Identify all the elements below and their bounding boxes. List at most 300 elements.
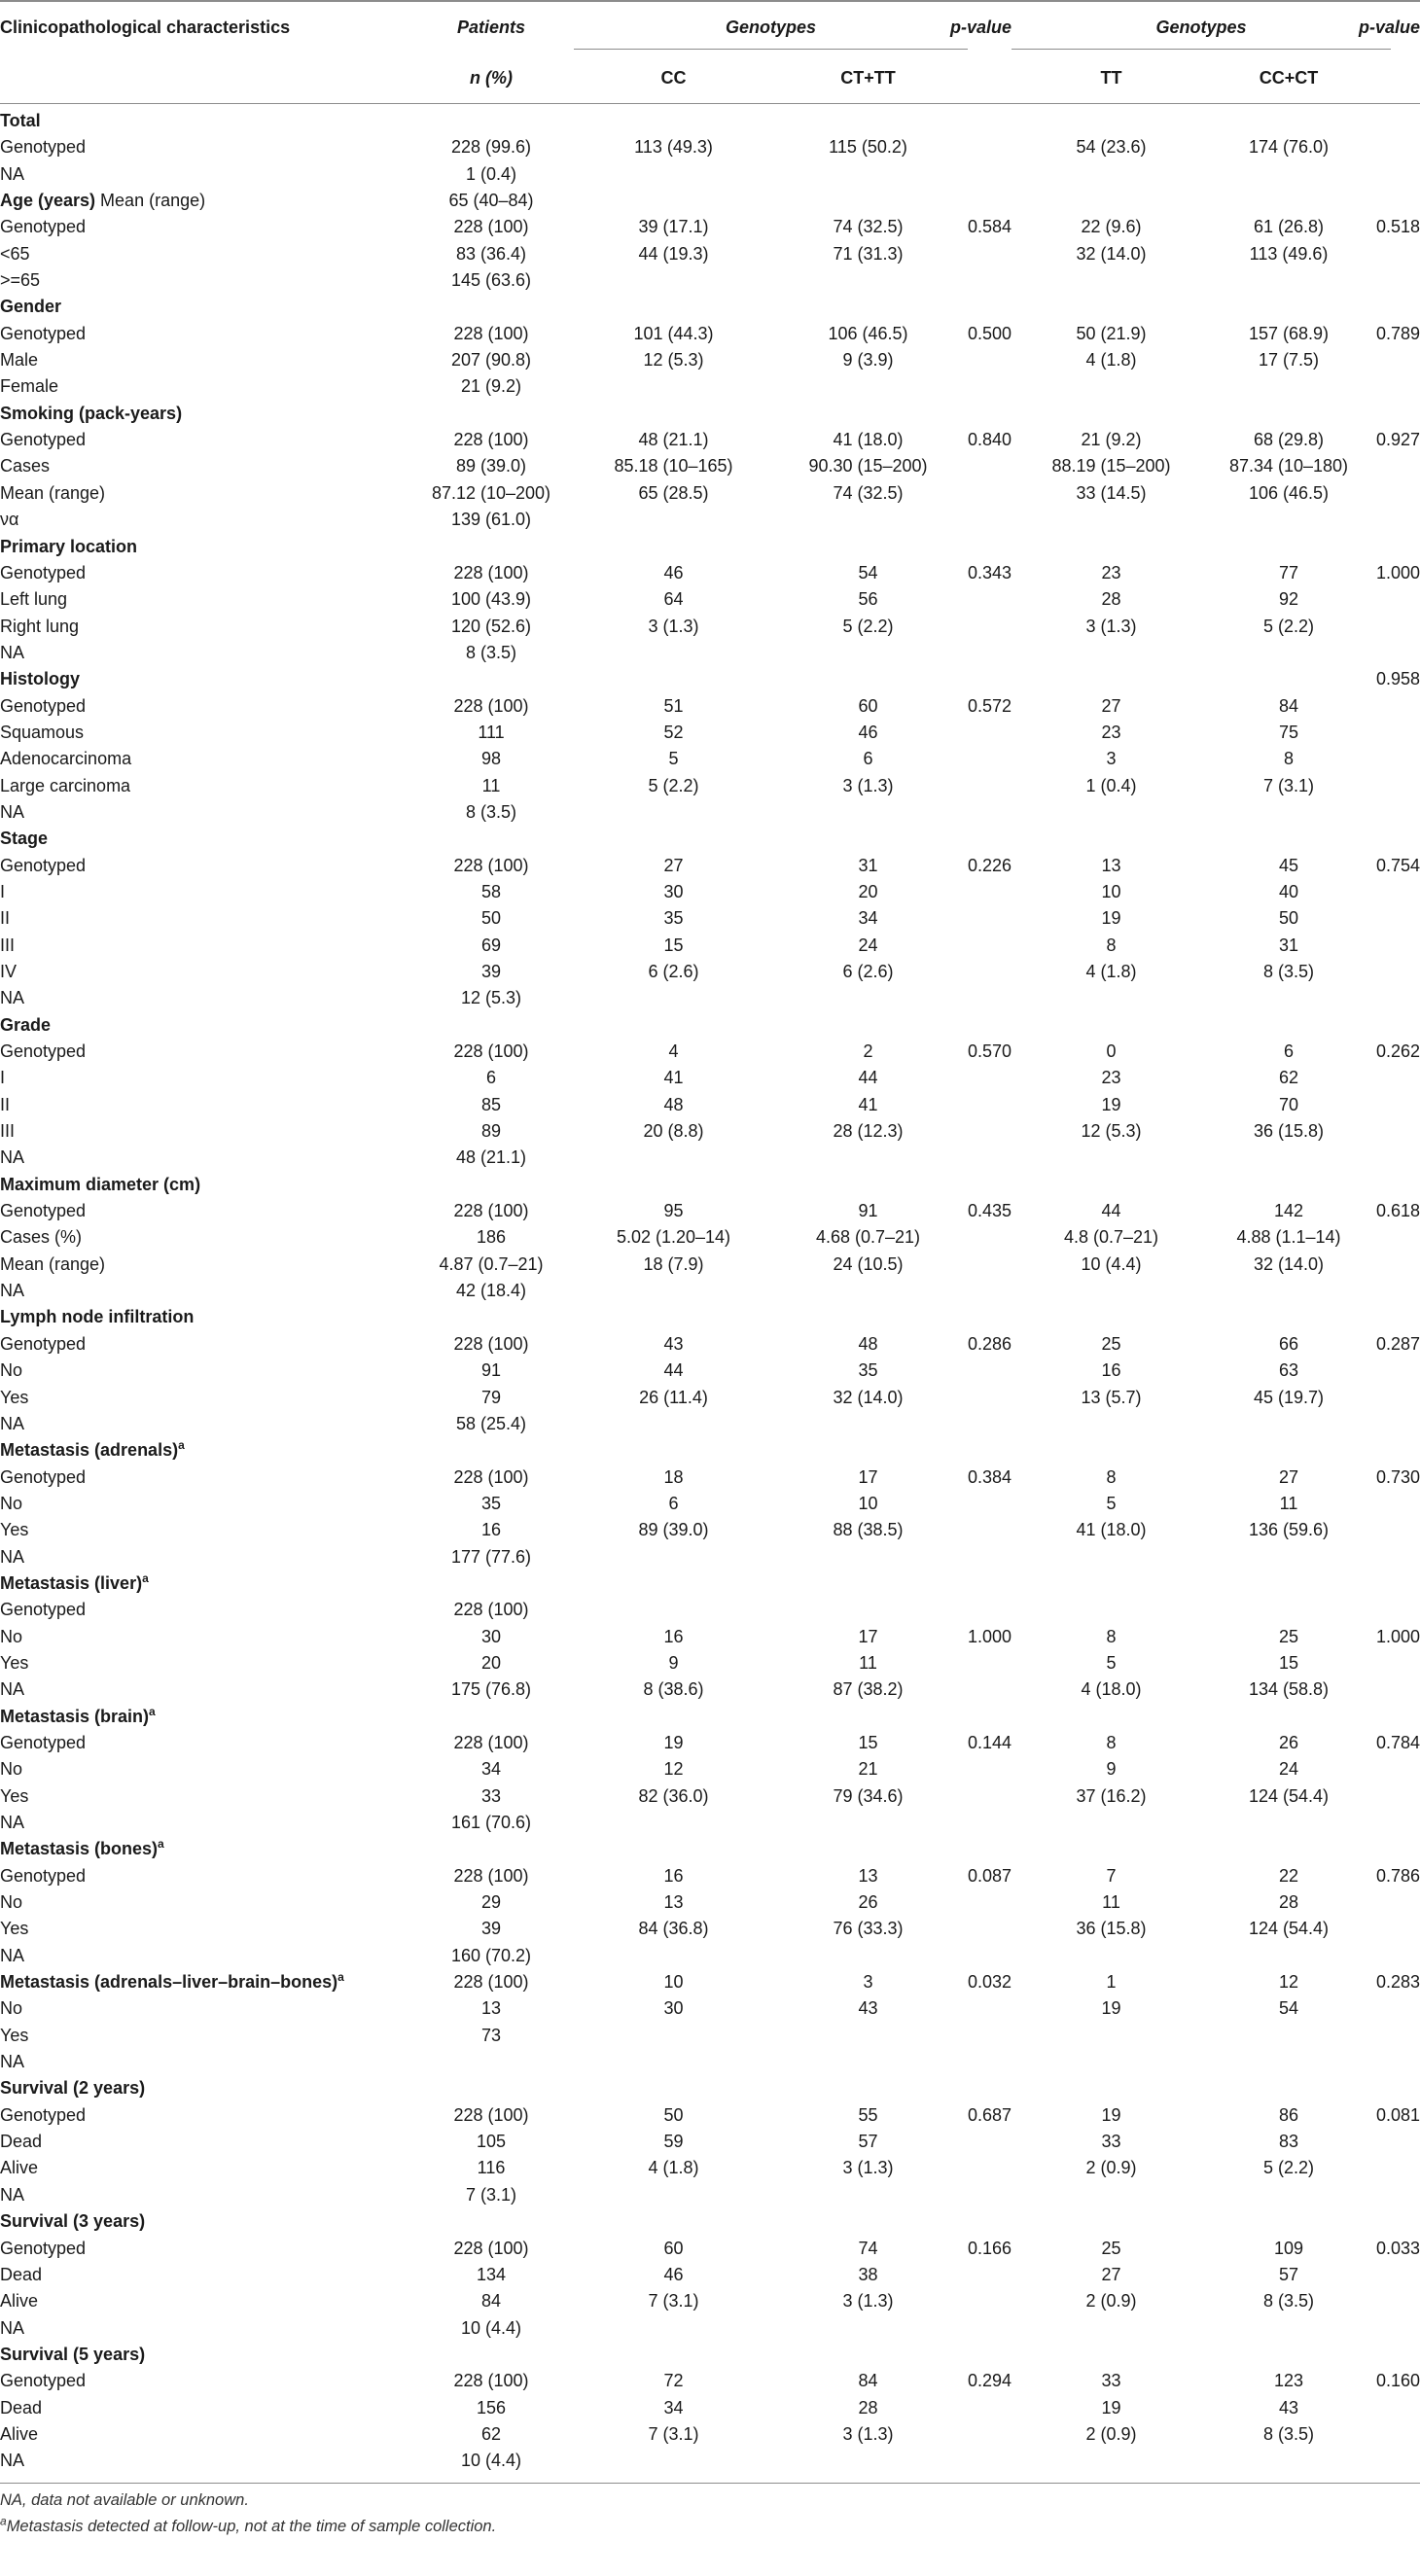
- row-label: [0, 1650, 28, 1676]
- row-label: [0, 1198, 86, 1224]
- table-row: [0, 1065, 1420, 1091]
- cell-n: 65 (40–84): [448, 191, 534, 211]
- cell-p1: 0.166: [967, 2238, 1012, 2258]
- cell-cttt: 34: [858, 908, 878, 929]
- row-label-text: Yes: [0, 2025, 29, 2045]
- cell-tt: 19: [1101, 1998, 1121, 2019]
- cell-cc: 12: [663, 1759, 684, 1780]
- row-label-text: Genotyped: [0, 2104, 87, 2125]
- cell-n: 84: [480, 2291, 502, 2311]
- cell-ccct: 62: [1278, 1068, 1299, 1088]
- cell-n: 69: [480, 935, 502, 955]
- cell-cttt: 5 (2.2): [842, 616, 894, 636]
- cell-ccct: 12: [1278, 1972, 1299, 1993]
- cell-cc: 4: [668, 1041, 679, 1062]
- row-label: [0, 2262, 42, 2288]
- row-label: [0, 480, 105, 507]
- cell-ccct: 77: [1278, 562, 1299, 582]
- cell-n: 134: [476, 2264, 507, 2284]
- row-label-text: Metastasis (bones): [0, 1839, 159, 1859]
- row-label-text: Smoking (pack-years): [0, 403, 183, 423]
- table-row: [0, 1756, 1420, 1782]
- cell-n: 13: [480, 1998, 502, 2019]
- cell-ccct: 174 (76.0): [1248, 137, 1330, 158]
- cell-p1: 0.144: [967, 1732, 1012, 1752]
- cell-p2: 0.730: [1375, 1466, 1420, 1487]
- cell-ccct: 8 (3.5): [1262, 2423, 1315, 2444]
- cell-ccct: 157 (68.9): [1248, 323, 1330, 343]
- cell-n: 228 (100): [453, 430, 529, 450]
- cell-tt: 21 (9.2): [1081, 430, 1142, 450]
- table-header-row-1: [0, 0, 1420, 53]
- table-row: [0, 241, 1420, 267]
- row-label-text: Genotyped: [0, 1600, 87, 1620]
- footnote-marker: a: [158, 1837, 164, 1852]
- header-ct-tt: CT+TT: [840, 68, 896, 88]
- section-row: [0, 1172, 1420, 1198]
- cell-n: 48 (21.1): [455, 1147, 527, 1168]
- cell-tt: 19: [1101, 2104, 1121, 2125]
- header-p-value-1: p-value: [949, 18, 1012, 37]
- cell-ccct: 123: [1273, 2371, 1304, 2391]
- table-row: [0, 2023, 1420, 2049]
- row-label: [0, 1517, 28, 1543]
- cell-n: 156: [476, 2397, 507, 2417]
- cell-tt: 2 (0.9): [1085, 2158, 1137, 2178]
- cell-ccct: 136 (59.6): [1248, 1520, 1330, 1540]
- row-label-text: IV: [0, 962, 18, 981]
- cell-ccct: 36 (15.8): [1253, 1121, 1325, 1142]
- cell-cc: 39 (17.1): [638, 217, 709, 237]
- table-row: [0, 2049, 1420, 2075]
- row-label-text: NA: [0, 2184, 25, 2205]
- cell-n: 228 (100): [453, 2104, 529, 2125]
- cell-cttt: 87 (38.2): [833, 1679, 904, 1700]
- cell-n: 12 (5.3): [460, 988, 522, 1008]
- cell-cttt: 74 (32.5): [833, 482, 904, 503]
- row-label: [0, 188, 205, 214]
- cell-n: 105: [476, 2132, 507, 2152]
- section-row: [0, 294, 1420, 320]
- table-row: [0, 1278, 1420, 1304]
- cell-ccct: 134 (58.8): [1248, 1679, 1330, 1700]
- table-row: [0, 2421, 1420, 2448]
- cell-n: 175 (76.8): [450, 1679, 532, 1700]
- row-label: [0, 507, 18, 533]
- cell-ccct: 106 (46.5): [1248, 482, 1330, 503]
- table-row: [0, 1650, 1420, 1676]
- cell-n: 29: [480, 1892, 502, 1913]
- row-label-text: Female: [0, 376, 59, 397]
- cell-ccct: 11: [1279, 1493, 1298, 1513]
- cell-cttt: 54: [858, 562, 878, 582]
- table-row: [0, 2262, 1420, 2288]
- row-label-text: NA: [0, 1679, 25, 1700]
- row-label-text: NA: [0, 642, 25, 662]
- row-label: [0, 1730, 86, 1756]
- cell-ccct: 70: [1278, 1094, 1299, 1114]
- cell-tt: 16: [1101, 1360, 1121, 1381]
- row-label-text: Adenocarcinoma: [0, 749, 132, 769]
- cell-n: 186: [476, 1227, 507, 1248]
- cell-n: 35: [480, 1493, 502, 1513]
- row-label: [0, 1863, 86, 1889]
- cell-tt: 27: [1101, 695, 1121, 716]
- row-label-text: Genotyped: [0, 1201, 87, 1221]
- cell-tt: 0: [1106, 1041, 1117, 1062]
- cell-cttt: 46: [858, 722, 878, 742]
- cell-n: 161 (70.6): [450, 1813, 532, 1832]
- section-row: [0, 1012, 1420, 1039]
- cell-p2: 0.160: [1375, 2371, 1420, 2391]
- table-row: [0, 1358, 1420, 1384]
- header-p-value-2: p-value: [1358, 18, 1420, 37]
- row-label: [0, 933, 15, 959]
- table-row: [0, 1464, 1420, 1491]
- row-label-text: Metastasis (adrenals–liver–brain–bones): [0, 1972, 338, 1993]
- cell-ccct: 31: [1278, 935, 1299, 955]
- table-row: [0, 427, 1420, 453]
- row-label: [0, 1491, 22, 1517]
- cell-n: 73: [480, 2025, 502, 2045]
- cell-p1: 0.840: [967, 430, 1012, 450]
- cell-ccct: 24: [1278, 1759, 1299, 1780]
- row-label-text: Yes: [0, 1652, 29, 1673]
- cell-tt: 4 (18.0): [1081, 1679, 1142, 1700]
- row-label: [0, 1836, 164, 1862]
- cell-n: 111: [478, 722, 505, 742]
- row-label-text: NA: [0, 2451, 25, 2471]
- row-label: [0, 1597, 86, 1623]
- cell-cc: 64: [663, 589, 684, 610]
- cell-n: 228 (100): [453, 1600, 529, 1620]
- row-label: [0, 2155, 38, 2181]
- row-label: [0, 905, 10, 932]
- cell-ccct: 57: [1278, 2264, 1299, 2284]
- cell-cttt: 43: [858, 1998, 878, 2019]
- cell-n: 228 (100): [453, 323, 529, 343]
- table-row: [0, 1224, 1420, 1251]
- row-label: [0, 799, 24, 826]
- row-label: [0, 720, 84, 746]
- table-row: [0, 1092, 1420, 1118]
- footer-rule: [0, 2483, 1420, 2484]
- table-row: [0, 1995, 1420, 2022]
- section-row: [0, 2075, 1420, 2101]
- row-label-text: Alive: [0, 2423, 39, 2444]
- cell-n: 228 (100): [453, 855, 529, 875]
- cell-cc: 30: [663, 1998, 684, 2019]
- cell-cc: 5: [668, 749, 679, 769]
- cell-cc: 12 (5.3): [643, 350, 704, 371]
- row-label: [0, 2208, 145, 2235]
- cell-n: 228 (100): [453, 1201, 529, 1221]
- cell-n: 120 (52.6): [450, 616, 532, 636]
- row-label: [0, 2368, 86, 2394]
- cell-cc: 50: [663, 2104, 684, 2125]
- row-label: [0, 2395, 42, 2421]
- cell-n: 228 (100): [453, 695, 529, 716]
- row-label: [0, 1995, 22, 2022]
- row-label: [0, 1570, 149, 1597]
- row-label-text: Metastasis (adrenals): [0, 1440, 179, 1461]
- row-label: [0, 560, 86, 586]
- cell-cc: 7 (3.1): [648, 2423, 699, 2444]
- table-row: [0, 161, 1420, 188]
- table-row: [0, 720, 1420, 746]
- cell-cttt: 13: [858, 1865, 878, 1886]
- row-label: [0, 1916, 28, 1942]
- cell-cc: 48: [663, 1094, 684, 1114]
- cell-cc: 48 (21.1): [638, 430, 709, 450]
- cell-n: 100 (43.9): [450, 589, 532, 610]
- cell-ccct: 86: [1278, 2104, 1299, 2125]
- row-label-text: Yes: [0, 1919, 29, 1939]
- table-row: [0, 2155, 1420, 2181]
- row-label-text: Genotyped: [0, 1041, 87, 1062]
- cell-cc: 18: [663, 1466, 684, 1487]
- cell-cttt: 74 (32.5): [833, 217, 904, 237]
- section-row: [0, 1304, 1420, 1330]
- cell-p2: 0.789: [1375, 323, 1420, 343]
- table-row: [0, 2236, 1420, 2262]
- row-label-text: Dead: [0, 2264, 43, 2284]
- row-label-text: Age (years): [0, 191, 96, 211]
- table-row: [0, 959, 1420, 985]
- table-row: [0, 614, 1420, 640]
- footnote-marker: a: [178, 1438, 185, 1453]
- cell-n: 139 (61.0): [450, 510, 532, 530]
- cell-cttt: 76 (33.3): [833, 1919, 904, 1939]
- table-row: [0, 985, 1420, 1011]
- cell-tt: 4 (1.8): [1085, 962, 1137, 981]
- row-label-text: Right lung: [0, 616, 80, 636]
- section-row: [0, 826, 1420, 852]
- cell-tt: 54 (23.6): [1076, 137, 1147, 158]
- row-label-text: II: [0, 908, 11, 929]
- cell-cttt: 10: [858, 1493, 878, 1513]
- cell-cc: 16: [663, 1865, 684, 1886]
- cell-tt: 8: [1106, 1626, 1117, 1646]
- cell-cc: 72: [663, 2371, 684, 2391]
- table-row: [0, 1544, 1420, 1570]
- row-label-text: I: [0, 881, 6, 901]
- row-label: [0, 1943, 24, 1969]
- row-label: [0, 773, 130, 799]
- cell-p1: 0.572: [967, 695, 1012, 716]
- cell-cttt: 56: [858, 589, 878, 610]
- cell-cttt: 91: [858, 1201, 878, 1221]
- row-label-text: No: [0, 1493, 23, 1513]
- row-label: [0, 1969, 344, 1995]
- row-label: [0, 2342, 145, 2368]
- row-label: [0, 1331, 86, 1358]
- cell-n: 34: [480, 1759, 502, 1780]
- row-label-text: Dead: [0, 2132, 43, 2152]
- row-label-text: Squamous: [0, 722, 85, 742]
- header-patients: Patients: [456, 18, 526, 37]
- section-row: [0, 1437, 1420, 1464]
- cell-ccct: 45 (19.7): [1253, 1387, 1325, 1407]
- cell-cc: 59: [663, 2132, 684, 2152]
- table-row: [0, 905, 1420, 932]
- cell-tt: 2 (0.9): [1085, 2291, 1137, 2311]
- row-label: [0, 1437, 185, 1464]
- row-label-text: NA: [0, 2052, 25, 2072]
- cell-cttt: 15: [858, 1732, 878, 1752]
- row-label: [0, 534, 137, 560]
- cell-ccct: 92: [1278, 589, 1299, 610]
- row-label: [0, 1704, 156, 1730]
- row-label: [0, 108, 41, 134]
- cell-cttt: 2: [863, 1041, 873, 1062]
- cell-ccct: 109: [1273, 2238, 1304, 2258]
- row-label: [0, 1544, 24, 1570]
- table-row: [0, 347, 1420, 373]
- cell-tt: 23: [1101, 1068, 1121, 1088]
- cell-cc: 82 (36.0): [638, 1785, 709, 1806]
- row-label: [0, 294, 61, 320]
- genotypes-rule-1: [574, 49, 968, 50]
- table-row: [0, 1385, 1420, 1411]
- cell-cttt: 60: [858, 695, 878, 716]
- row-label-text: Metastasis (brain): [0, 1706, 150, 1726]
- row-label-text: Alive: [0, 2158, 39, 2178]
- cell-ccct: 5 (2.2): [1262, 616, 1315, 636]
- row-label: [0, 2075, 145, 2101]
- cell-cttt: 21: [858, 1759, 878, 1780]
- row-label: [0, 134, 86, 160]
- section-row: [0, 1570, 1420, 1597]
- row-label: [0, 373, 58, 400]
- cell-cc: 6 (2.6): [648, 962, 699, 981]
- row-label: [0, 401, 182, 427]
- cell-p2: 0.754: [1375, 855, 1420, 875]
- header-n-pct: n (%): [470, 68, 513, 88]
- cell-tt: 10: [1101, 881, 1121, 901]
- cell-cttt: 84: [858, 2371, 878, 2391]
- row-label: [0, 693, 86, 720]
- row-label: [0, 1092, 10, 1118]
- row-label: [0, 2236, 86, 2262]
- footnote-marker: a: [149, 1704, 156, 1718]
- cell-cc: 101 (44.3): [633, 323, 714, 343]
- header-tt: TT: [1100, 68, 1122, 88]
- row-label-text: Grade: [0, 1014, 52, 1035]
- cell-ccct: 25: [1278, 1626, 1299, 1646]
- table-row: [0, 507, 1420, 533]
- table-row: [0, 693, 1420, 720]
- cell-tt: 22 (9.6): [1081, 217, 1142, 237]
- cell-cc: 43: [663, 1333, 684, 1354]
- row-label-text: NA: [0, 1281, 25, 1301]
- cell-ccct: 27: [1278, 1466, 1299, 1487]
- cell-n: 50: [480, 908, 502, 929]
- row-label-text: Yes: [0, 1520, 29, 1540]
- footnote-na: NA, data not available or unknown.: [0, 2490, 249, 2509]
- row-label: [0, 1624, 22, 1650]
- cell-cc: 52: [663, 722, 684, 742]
- cell-n: 58 (25.4): [455, 1413, 527, 1433]
- row-label: [0, 161, 24, 188]
- cell-cc: 65 (28.5): [638, 482, 709, 503]
- cell-ccct: 7 (3.1): [1262, 775, 1315, 795]
- cell-tt: 3: [1106, 749, 1117, 769]
- cell-tt: 4 (1.8): [1085, 350, 1137, 371]
- cell-cttt: 24 (10.5): [833, 1253, 904, 1274]
- section-row: [0, 188, 1420, 214]
- section-row: [0, 2342, 1420, 2368]
- table-row: [0, 480, 1420, 507]
- cell-cc: 5 (2.2): [648, 775, 699, 795]
- row-label: [0, 1012, 51, 1039]
- cell-tt: 4.8 (0.7–21): [1063, 1227, 1159, 1248]
- row-label-text: να: [0, 510, 19, 530]
- row-label: [0, 347, 38, 373]
- cell-ccct: 15: [1278, 1652, 1299, 1673]
- table-row: [0, 1118, 1420, 1145]
- cell-cttt: 3 (1.3): [842, 2291, 894, 2311]
- cell-tt: 33 (14.5): [1076, 482, 1147, 503]
- cell-ccct: 17 (7.5): [1258, 350, 1320, 371]
- row-label: [0, 826, 48, 852]
- table-row: [0, 1676, 1420, 1703]
- cell-ccct: 8: [1283, 749, 1294, 769]
- cell-cttt: 11: [859, 1652, 877, 1673]
- row-label-text: NA: [0, 1945, 25, 1965]
- cell-tt: 88.19 (15–200): [1051, 456, 1171, 476]
- row-label-text: No: [0, 1626, 23, 1646]
- cell-cc: 60: [663, 2238, 684, 2258]
- cell-n: 11: [481, 775, 501, 795]
- cell-n: 160 (70.2): [450, 1945, 532, 1965]
- cell-n: 89 (39.0): [455, 456, 527, 476]
- cell-p1: 0.435: [967, 1201, 1012, 1221]
- table-row: [0, 586, 1420, 613]
- row-label-text: Stage: [0, 829, 49, 849]
- row-label: [0, 1756, 22, 1782]
- cell-n: 228 (100): [453, 562, 529, 582]
- cell-cc: 27: [663, 855, 684, 875]
- table-row: [0, 1491, 1420, 1517]
- row-label-text: III: [0, 935, 16, 955]
- row-label: [0, 746, 131, 772]
- cell-p2: 0.784: [1375, 1732, 1420, 1752]
- cell-n: 228 (100): [453, 1732, 529, 1752]
- cell-p1: 1.000: [967, 1626, 1012, 1646]
- table-row: [0, 2368, 1420, 2394]
- cell-cc: 30: [663, 881, 684, 901]
- cell-cc: 8 (38.6): [643, 1679, 704, 1700]
- row-label: [0, 267, 40, 294]
- row-label-text: Left lung: [0, 589, 68, 610]
- row-label: [0, 1385, 28, 1411]
- row-label: [0, 1118, 15, 1145]
- row-label: [0, 879, 5, 905]
- row-label-text: Genotyped: [0, 1732, 87, 1752]
- row-label-text: Genotyped: [0, 1865, 87, 1886]
- cell-ccct: 84: [1278, 695, 1299, 716]
- cell-cttt: 17: [858, 1466, 878, 1487]
- cell-cttt: 115 (50.2): [829, 137, 907, 158]
- cell-ccct: 6: [1283, 1041, 1294, 1062]
- cell-cc: 4 (1.8): [648, 2158, 699, 2178]
- cell-tt: 8: [1106, 1732, 1117, 1752]
- cell-cttt: 17: [858, 1626, 878, 1646]
- cell-cttt: 6: [863, 749, 873, 769]
- cell-n: 228 (100): [453, 1466, 529, 1487]
- row-label-text: Genotyped: [0, 2238, 87, 2258]
